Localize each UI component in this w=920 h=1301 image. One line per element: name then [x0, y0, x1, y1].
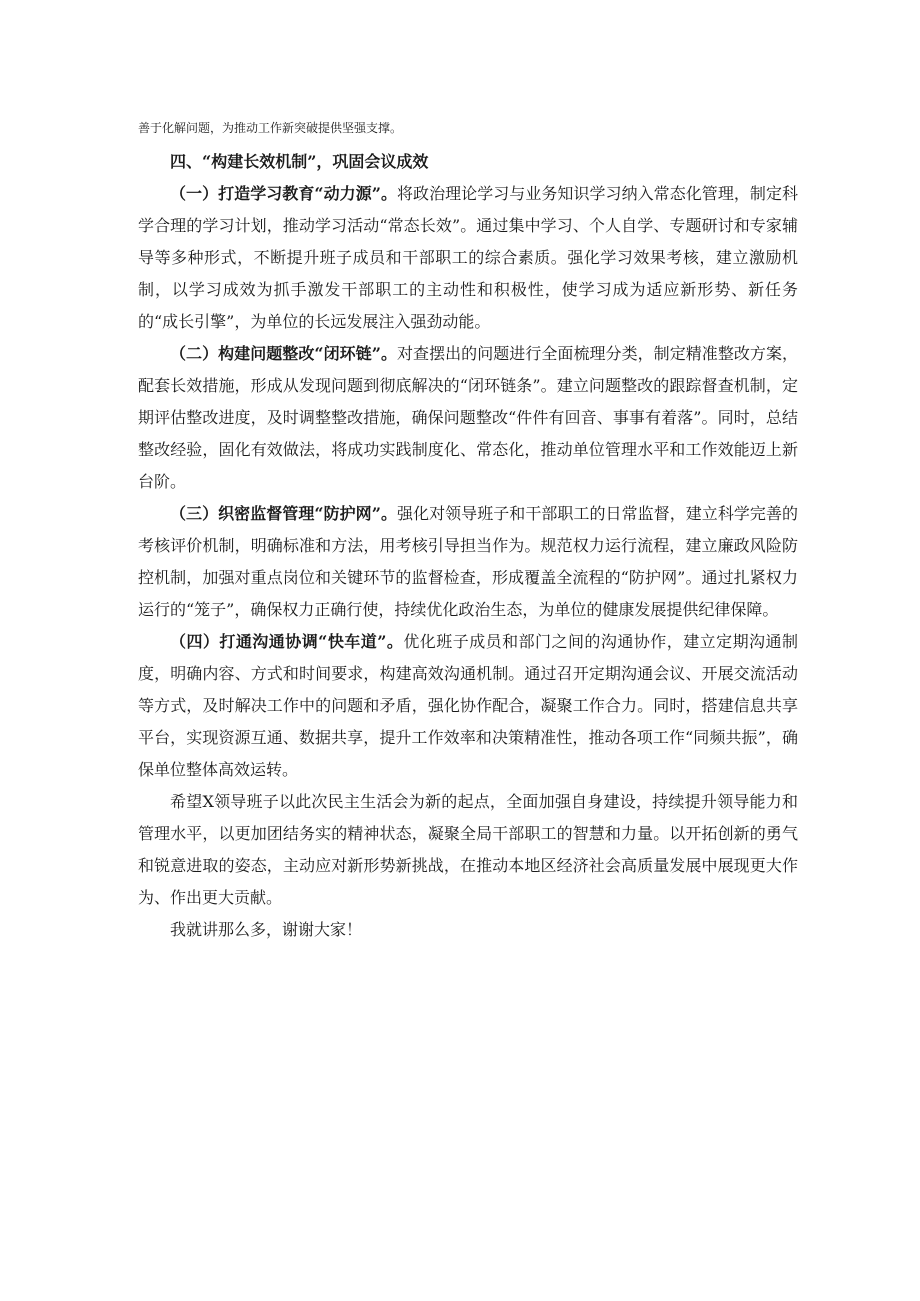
- paragraph-item-2: [138, 338, 798, 498]
- item-3-lead: （三）织密监督管理“防护网”。: [170, 504, 398, 523]
- item-1-text: 将政治理论学习与业务知识学习纳入常态化管理，制定科学合理的学习计划，推动学习活动“常态长效”。通过集中学习、个人自学、专题研讨和专家辅导等多种形式，不断提升班子成员和干部职工的综合素质。强化学习效果考核，建立激励机制，以学习成效为抓手激发干部职工的主动性和积极性，使学习成为适应新形势、新任务的“成长引擎”，为单位的长远发展注入强劲动能。: [138, 184, 798, 331]
- paragraph-item-4: [138, 626, 798, 786]
- item-2-lead: （二）构建问题整改“闭环链”。: [170, 344, 398, 363]
- section-heading: 四、“构建长效机制”，巩固会议成效: [170, 152, 429, 171]
- final-line: 我就讲那么多，谢谢大家！: [170, 920, 363, 939]
- item-3-text: 强化对领导班子和干部职工的日常监督，建立科学完善的考核评价机制，明确标准和方法，用考核引导担当作为。规范权力运行流程，建立廉政风险防控机制，加强对重点岗位和关键环节的监督检查，形成覆盖全流程的“防护网”。通过扎紧权力运行的“笼子”，确保权力正确行使，持续优化政治生态，为单位的健康发展提供纪律保障。: [138, 504, 798, 619]
- carryover-line: 善于化解问题，为推动工作新突破提供坚强支撑。: [138, 121, 403, 135]
- item-2-text: 对查摆出的问题进行全面梳理分类，制定精准整改方案，配套长效措施，形成从发现问题到彻底解决的“闭环链条”。建立问题整改的跟踪督查机制，定期评估整改进度，及时调整整改措施，确保问题整改“件件有回音、事事有着落”。同时，总结整改经验，固化有效做法，将成功实践制度化、常态化，推动单位管理水平和工作效能迈上新台阶。: [138, 344, 798, 491]
- closing-paragraph: 希望X领导班子以此次民主生活会为新的起点，全面加强自身建设，持续提升领导能力和管理水平，以更加团结务实的精神状态，凝聚全局干部职工的智慧和力量。以开拓创新的勇气和锐意进取的姿态，主动应对新形势新挑战，在推动本地区经济社会高质量发展中展现更大作为、作出更大贡献。: [138, 792, 798, 907]
- item-4-lead: （四）打通沟通协调“快车道”。: [170, 632, 404, 651]
- item-4-text: 优化班子成员和部门之间的沟通协作，建立定期沟通制度，明确内容、方式和时间要求，构建高效沟通机制。通过召开定期沟通会议、开展交流活动等方式，及时解决工作中的问题和矛盾，强化协作配合，凝聚工作合力。同时，搭建信息共享平台，实现资源互通、数据共享，提升工作效率和决策精准性，推动各项工作“同频共振”，确保单位整体高效运转。: [138, 632, 798, 779]
- paragraph-item-3: [138, 498, 798, 626]
- paragraph-item-1: [138, 178, 798, 338]
- item-1-lead: （一）打造学习教育“动力源”。: [170, 184, 398, 203]
- document-body: [138, 146, 798, 946]
